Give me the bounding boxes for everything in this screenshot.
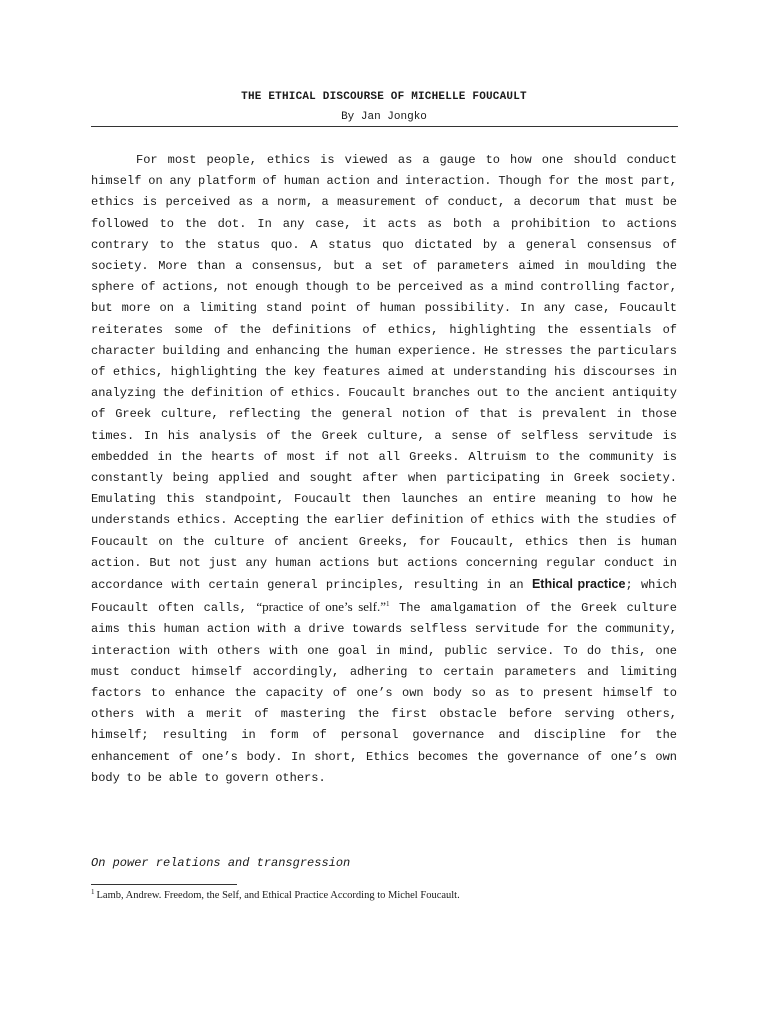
paragraph-text-part1: For most people, ethics is viewed as a gauge to how one should conduct himself on any platform of human action and interaction. Though for the most part, ethics is perceived as a norm, a measurement of conduct, a decorum that must be followed to the dot. In any case, it acts as both a prohibition to actions contrary to the status quo. A status quo dictated by a general consensus of society. More than a consensus, but a set of parameters aimed in moulding the sphere of actions, not enough though to be perceived as a mind controlling factor, but more on a limiting stand point of human possibility. In any case, Foucault reiterates some of the definitions of ethics, highlighting the essentials of character building and enhancing the human experience. He stresses the particulars of ethics, highlighting the key features aimed at understanding his discourses in analyzing the definition of ethics. Foucault branches out to the ancient antiquity of Greek culture, reflecting the general notion of that is prevalent in those times. In his analysis of the Greek culture, a sense of selfless servitude is embedded in the hearts of most if not all Greeks. Altruism to the community is constantly being applied and sought after when participating in Greek society. Emulating this standpoint, Foucault then launches an entire meaning to how he understands ethics. Accepting the earlier definition of ethics with the studies of Foucault on the culture of ancient Greeks, for Foucault, ethics then is human action. But not just any human actions but actions concerning regular conduct in accordance with certain general principles, resulting in an <box>91 153 677 593</box>
author-byline: By Jan Jongko <box>341 111 427 123</box>
paragraph-text-part2: ; which Foucault often calls, <box>91 578 677 616</box>
section-subheading: On power relations and transgression <box>91 856 351 870</box>
quoted-phrase: “practice of one’s self.” <box>256 599 386 615</box>
footnote <box>91 889 681 903</box>
paragraph-text-part3: The amalgamation of the Greek culture aims this human action with a drive towards selfless servitude for the community, interaction with others with one goal in mind, public service. To do this, one must conduct himself accordingly, adhering to certain parameters and limiting factors to enhance the capacity of one’s own body so as to present himself to others with a merit of mastering the first obstacle before serving others, himself; resulting in form of personal governance and discipline for the enhancement of one’s body. In short, Ethics becomes the governance of one’s own body to be able to govern others. <box>91 601 677 785</box>
footnote-text: Lamb, Andrew. Freedom, the Self, and Ethical Practice According to Michel Foucault. <box>96 890 460 901</box>
footnote-divider <box>91 884 237 885</box>
footnote-number: 1 <box>91 887 95 896</box>
ethical-practice-emphasis: Ethical practice <box>531 577 626 592</box>
title-divider <box>91 126 678 127</box>
body-paragraph <box>91 150 677 789</box>
document-title: THE ETHICAL DISCOURSE OF MICHELLE FOUCAULT <box>241 91 527 103</box>
footnote-reference[interactable]: 1 <box>386 600 390 609</box>
